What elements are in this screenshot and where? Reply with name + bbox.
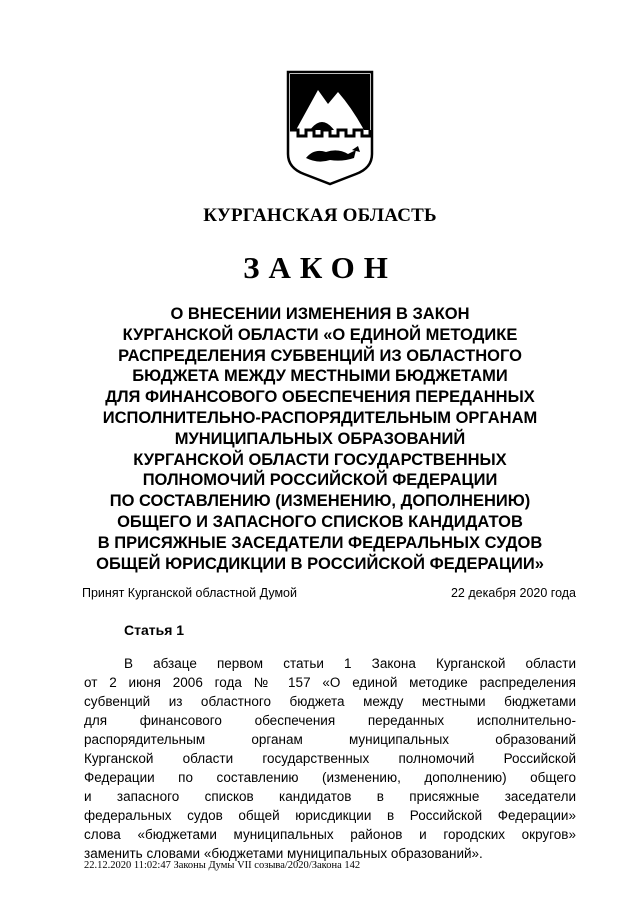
law-title-line: БЮДЖЕТА МЕЖДУ МЕСТНЫМИ БЮДЖЕТАМИ [132, 367, 508, 386]
law-title-line: КУРГАНСКОЙ ОБЛАСТИ ГОСУДАРСТВЕННЫХ [133, 450, 507, 469]
paragraph-line: Курганской области государственных полномочий Российской [84, 751, 576, 766]
adopted-date: 22 декабря 2020 года [450, 586, 576, 600]
paragraph-line: субвенций из областного бюджета между местными бюджетами [84, 694, 576, 709]
law-title-line: ИСПОЛНИТЕЛЬНО-РАСПОРЯДИТЕЛЬНЫМ ОРГАНАМ [102, 408, 538, 427]
paragraph-line: заменить словами «бюджетами муниципальных образований». [84, 846, 483, 861]
law-title-line: КУРГАНСКОЙ ОБЛАСТИ «О ЕДИНОЙ МЕТОДИКЕ [122, 325, 518, 344]
law-title-line: В ПРИСЯЖНЫЕ ЗАСЕДАТЕЛИ ФЕДЕРАЛЬНЫХ СУДОВ [97, 533, 543, 552]
paragraph-line: для финансового обеспечения переданных исполнительно- [84, 713, 576, 728]
paragraph-line: и запасного списков кандидатов в присяжные заседатели [84, 789, 576, 804]
paragraph-line: федеральных судов общей юрисдикции в Российской Федерации» [84, 808, 576, 823]
paragraph-line: слова «бюджетами муниципальных районов и городских округов» [84, 827, 576, 842]
paragraph-line: от 2 июня 2006 года № 157 «О единой методике распределения [84, 675, 576, 690]
law-title [60, 304, 580, 574]
law-title-line: ОБЩЕГО И ЗАПАСНОГО СПИСКОВ КАНДИДАТОВ [117, 512, 523, 531]
law-title-line: РАСПРЕДЕЛЕНИЯ СУБВЕНЦИЙ ИЗ ОБЛАСТНОГО [118, 346, 522, 365]
law-title-line: ОБЩЕЙ ЮРИСДИКЦИИ В РОССИЙСКОЙ ФЕДЕРАЦИИ» [96, 554, 544, 573]
document-type-heading: ЗАКОН [243, 250, 397, 285]
adopted-by: Принят Курганской областной Думой [82, 586, 297, 600]
law-title-line: ДЛЯ ФИНАНСОВОГО ОБЕСПЕЧЕНИЯ ПЕРЕДАННЫХ [105, 388, 535, 407]
region-heading: КУРГАНСКАЯ ОБЛАСТЬ [203, 205, 437, 226]
document-footer: 22.12.2020 11:02:47 Законы Думы VII созыва/2020/Закона 142 [84, 860, 361, 871]
kurgan-region-emblem-icon [282, 70, 378, 188]
law-title-line: О ВНЕСЕНИИ ИЗМЕНЕНИЯ В ЗАКОН [170, 305, 470, 323]
law-title-line: МУНИЦИПАЛЬНЫХ ОБРАЗОВАНИЙ [174, 429, 466, 448]
paragraph-line: В абзаце первом статьи 1 Закона Курганской области [124, 656, 576, 671]
paragraph-line: распорядительным органам муниципальных образований [84, 732, 576, 747]
law-title-line: ПОЛНОМОЧИЙ РОССИЙСКОЙ ФЕДЕРАЦИИ [142, 471, 498, 490]
paragraph-line: Федерации по составлению (изменению, дополнению) общего [84, 770, 576, 785]
law-title-line: ПО СОСТАВЛЕНИЮ (ИЗМЕНЕНИЮ, ДОПОЛНЕНИЮ) [109, 492, 531, 511]
article-heading: Статья 1 [124, 622, 185, 638]
article-paragraph [84, 654, 576, 863]
